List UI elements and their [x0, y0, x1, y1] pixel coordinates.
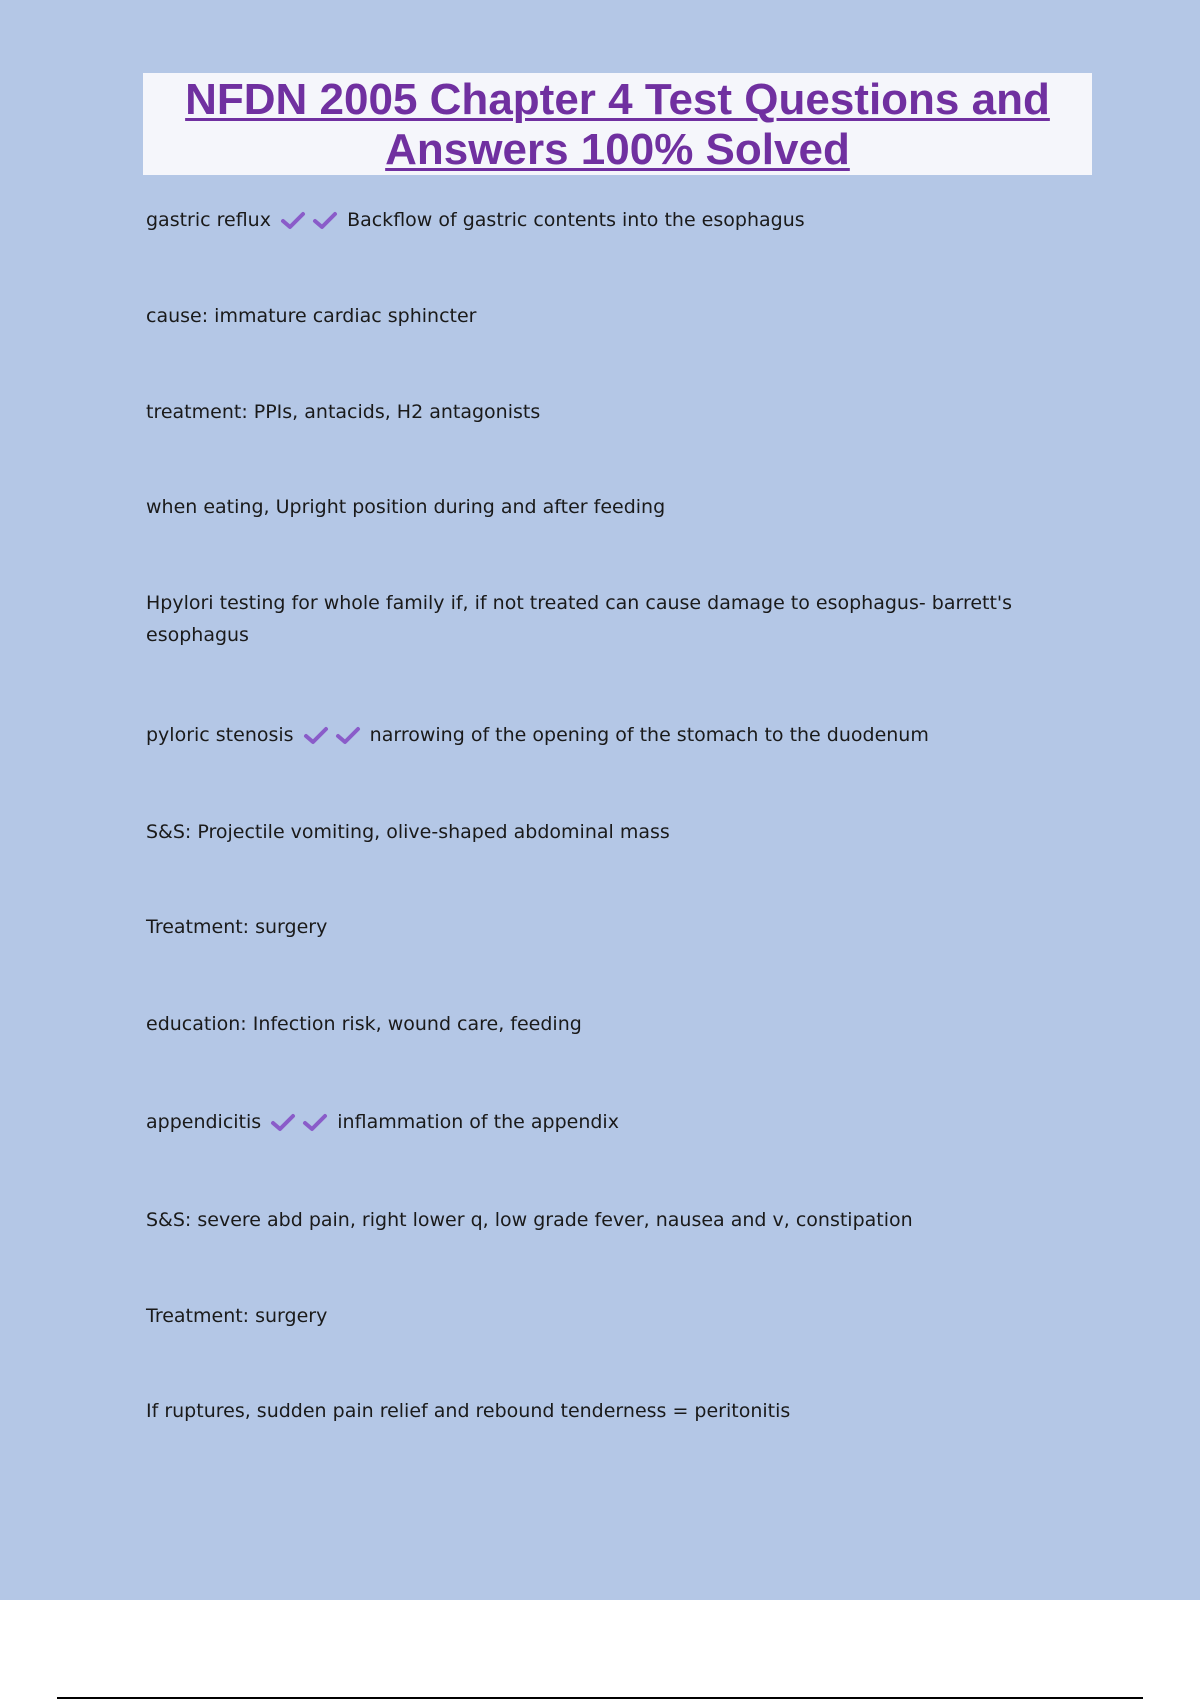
note-treatment: Treatment: surgery	[146, 1305, 328, 1327]
term-label: pyloric stenosis	[146, 724, 294, 746]
checkmark-icon	[302, 726, 330, 746]
note-signs-symptoms: S&S: severe abd pain, right lower q, low grade fever, nausea and v, constipation	[146, 1209, 913, 1231]
note-rupture: If ruptures, sudden pain relief and rebound tenderness = peritonitis	[146, 1400, 791, 1422]
checkmark-icon	[269, 1113, 297, 1133]
document-title: NFDN 2005 Chapter 4 Test Questions and Answers 100% Solved	[185, 75, 1050, 174]
checkmark-icon	[311, 211, 339, 231]
note-treatment: Treatment: surgery	[146, 916, 328, 938]
definition-text: Backflow of gastric contents into the esophagus	[347, 209, 805, 231]
footer-divider	[57, 1697, 1143, 1699]
title-banner	[143, 73, 1092, 175]
definition-text: inflammation of the appendix	[337, 1111, 619, 1133]
checkmark-icon	[301, 1113, 329, 1133]
note-feeding-position: when eating, Upright position during and after feeding	[146, 496, 666, 518]
note-treatment: treatment: PPIs, antacids, H2 antagonists	[146, 401, 541, 423]
note-hpylori: Hpylori testing for whole family if, if not treated can cause damage to esophagus- barrett's esophagus	[146, 592, 1013, 646]
definition-text: narrowing of the opening of the stomach to the duodenum	[369, 724, 929, 746]
term-label: appendicitis	[146, 1111, 262, 1133]
term-entry-pyloric-stenosis	[146, 719, 1046, 751]
term-label: gastric reflux	[146, 209, 271, 231]
term-entry-appendicitis	[146, 1106, 1046, 1138]
note-cause: cause: immature cardiac sphincter	[146, 305, 477, 327]
term-entry-gastric-reflux	[146, 204, 1046, 236]
checkmark-icon	[334, 726, 362, 746]
note-signs-symptoms: S&S: Projectile vomiting, olive-shaped abdominal mass	[146, 821, 670, 843]
checkmark-icon	[279, 211, 307, 231]
note-education: education: Infection risk, wound care, feeding	[146, 1013, 582, 1035]
